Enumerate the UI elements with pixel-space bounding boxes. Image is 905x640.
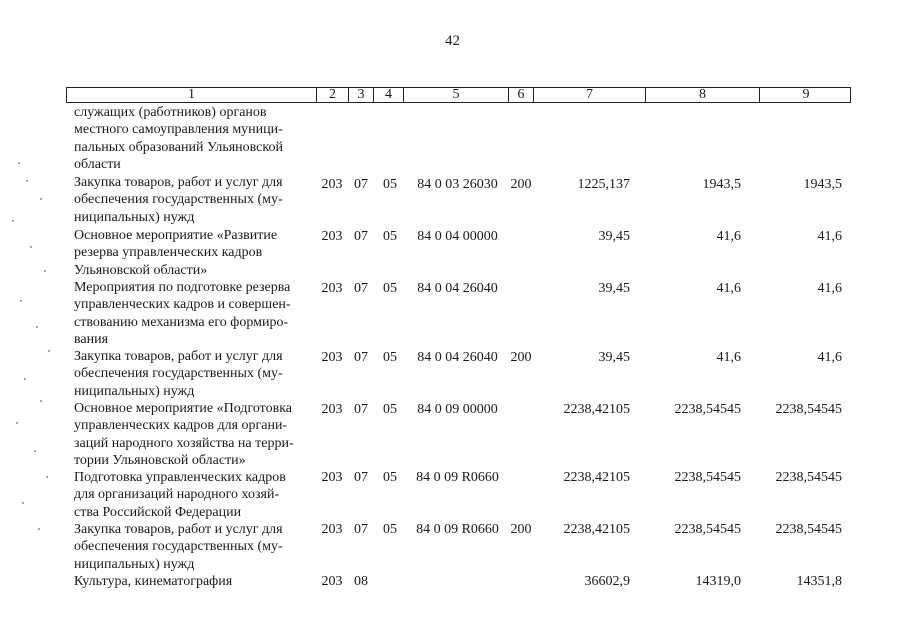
- header-col-2: 2: [317, 88, 349, 102]
- row-description: [74, 469, 310, 521]
- cell-amount-col8: 1943,5: [702, 177, 741, 192]
- row-description: [74, 400, 310, 470]
- cell-target-article: 84 0 04 26040: [417, 350, 498, 365]
- description-line: ниципальных) нужд: [74, 383, 195, 399]
- description-line: обеспечения государственных (му-: [74, 539, 283, 555]
- cell-ministry-code: 203: [321, 574, 343, 589]
- row-description: [74, 348, 310, 400]
- row-description: [74, 279, 310, 349]
- cell-ministry-code: 203: [321, 522, 343, 537]
- cell-ministry-code: 203: [321, 281, 343, 296]
- description-line: управленческих кадров для органи-: [74, 418, 288, 434]
- cell-expense-type: 200: [510, 177, 532, 192]
- row-description: [74, 227, 310, 279]
- cell-amount-col8: 41,6: [716, 350, 741, 365]
- cell-section: 07: [354, 522, 368, 537]
- cell-subsection: 05: [383, 522, 397, 537]
- cell-section: 07: [354, 402, 368, 417]
- cell-amount-col9: 14351,8: [796, 574, 842, 589]
- description-line: местного самоуправления муници-: [74, 122, 283, 138]
- description-line: Мероприятия по подготовке резерва: [74, 280, 291, 295]
- cell-ministry-code: 203: [321, 177, 343, 192]
- table-header-row: [66, 87, 851, 103]
- cell-subsection: 05: [383, 470, 397, 485]
- header-col-6: 6: [509, 88, 534, 102]
- cell-section: 07: [354, 281, 368, 296]
- cell-amount-col7: 2238,42105: [563, 402, 630, 417]
- cell-ministry-code: 203: [321, 350, 343, 365]
- cell-target-article: 84 0 09 00000: [417, 402, 498, 417]
- description-line: заций народного хозяйства на терри-: [74, 435, 294, 451]
- header-col-1: 1: [67, 88, 317, 102]
- header-col-7: 7: [534, 88, 646, 102]
- header-col-4: 4: [374, 88, 404, 102]
- description-line: Основное мероприятие «Развитие: [74, 228, 278, 243]
- description-line: Закупка товаров, работ и услуг для: [74, 522, 283, 537]
- cell-target-article: 84 0 09 R0660: [416, 522, 499, 537]
- page-number: 42: [445, 33, 460, 49]
- cell-section: 07: [354, 177, 368, 192]
- description-line: области: [74, 157, 121, 173]
- scan-speckles: [0, 150, 60, 550]
- row-description: [74, 521, 310, 573]
- cell-section: 07: [354, 350, 368, 365]
- header-col-5: 5: [404, 88, 509, 102]
- header-col-3: 3: [349, 88, 374, 102]
- cell-amount-col7: 36602,9: [584, 574, 630, 589]
- cell-amount-col8: 14319,0: [695, 574, 741, 589]
- cell-expense-type: 200: [510, 350, 532, 365]
- description-line: ствованию механизма его формиро-: [74, 314, 289, 330]
- cell-subsection: 05: [383, 402, 397, 417]
- cell-subsection: 05: [383, 350, 397, 365]
- description-line: Закупка товаров, работ и услуг для: [74, 349, 283, 364]
- description-line: Культура, кинематография: [74, 574, 233, 589]
- cell-amount-col9: 2238,54545: [775, 470, 842, 485]
- cell-ministry-code: 203: [321, 229, 343, 244]
- cell-amount-col9: 41,6: [817, 229, 842, 244]
- cell-amount-col8: 2238,54545: [674, 522, 741, 537]
- cell-target-article: 84 0 03 26030: [417, 177, 498, 192]
- cell-amount-col8: 2238,54545: [674, 470, 741, 485]
- cell-amount-col7: 39,45: [598, 350, 630, 365]
- header-col-9: 9: [802, 87, 810, 102]
- description-line: управленческих кадров и совершен-: [74, 297, 291, 313]
- cell-amount-col9: 2238,54545: [775, 522, 842, 537]
- cell-target-article: 84 0 04 00000: [417, 229, 498, 244]
- cell-subsection: 05: [383, 177, 397, 192]
- cell-subsection: 05: [383, 229, 397, 244]
- cell-amount-col8: 41,6: [716, 281, 741, 296]
- cell-target-article: 84 0 04 26040: [417, 281, 498, 296]
- description-line: обеспечения государственных (му-: [74, 366, 283, 382]
- cell-amount-col7: 1225,137: [577, 177, 630, 192]
- description-line: пальных образований Ульяновской: [74, 139, 283, 155]
- description-line: ства Российской Федерации: [74, 504, 242, 520]
- cell-amount-col9: 41,6: [817, 281, 842, 296]
- cell-amount-col7: 2238,42105: [563, 522, 630, 537]
- cell-amount-col9: 1943,5: [803, 177, 842, 192]
- description-line: для организаций народного хозяй-: [74, 487, 280, 503]
- description-line: вания: [74, 332, 109, 348]
- cell-expense-type: 200: [510, 522, 532, 537]
- cell-ministry-code: 203: [321, 402, 343, 417]
- cell-amount-col8: 41,6: [716, 229, 741, 244]
- row-description: [74, 174, 310, 226]
- description-line: ниципальных) нужд: [74, 209, 195, 225]
- cell-section: 07: [354, 470, 368, 485]
- cell-amount-col7: 39,45: [598, 281, 630, 296]
- description-line: ниципальных) нужд: [74, 556, 195, 572]
- cell-section: 08: [354, 574, 368, 589]
- description-line: Подготовка управленческих кадров: [74, 470, 286, 485]
- cell-subsection: 05: [383, 281, 397, 296]
- cell-amount-col7: 39,45: [598, 229, 630, 244]
- cell-amount-col9: 2238,54545: [775, 402, 842, 417]
- description-line: резерва управленческих кадров: [74, 245, 263, 261]
- cell-section: 07: [354, 229, 368, 244]
- cell-amount-col7: 2238,42105: [563, 470, 630, 485]
- row-description: [74, 573, 310, 590]
- description-line: Закупка товаров, работ и услуг для: [74, 175, 283, 190]
- cell-target-article: 84 0 09 R0660: [416, 470, 499, 485]
- cell-amount-col9: 41,6: [817, 350, 842, 365]
- description-line: тории Ульяновской области»: [74, 453, 246, 469]
- cell-ministry-code: 203: [321, 470, 343, 485]
- row-description: [74, 104, 310, 174]
- description-line: служащих (работников) органов: [74, 105, 267, 120]
- description-line: Ульяновской области»: [74, 262, 208, 278]
- description-line: Основное мероприятие «Подготовка: [74, 401, 293, 416]
- header-col-8: 8: [646, 88, 760, 102]
- description-line: обеспечения государственных (му-: [74, 192, 283, 208]
- cell-amount-col8: 2238,54545: [674, 402, 741, 417]
